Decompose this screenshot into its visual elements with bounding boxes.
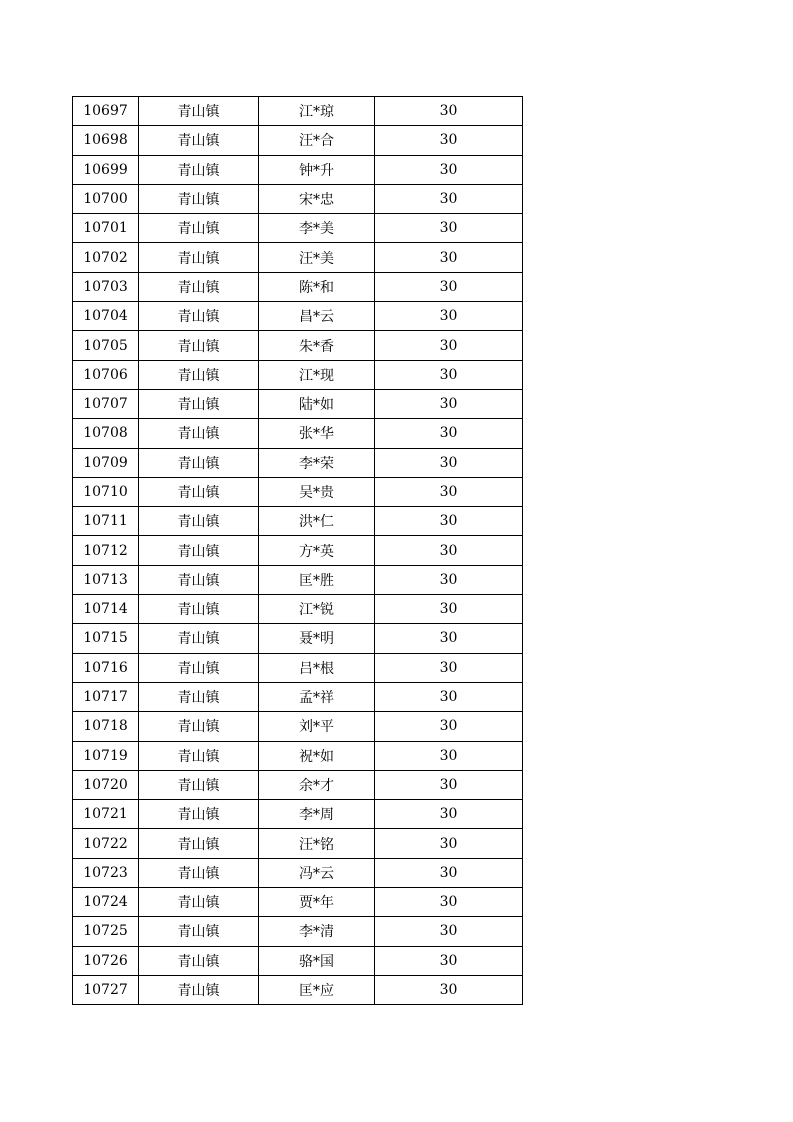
row-name-cell: 张*华: [259, 419, 375, 448]
table-row: [73, 800, 523, 829]
row-id-cell: 10721: [73, 800, 139, 829]
row-town-cell: 青山镇: [139, 331, 259, 360]
row-amount-cell: 30: [375, 975, 523, 1004]
row-id-cell: 10710: [73, 477, 139, 506]
table-row: [73, 419, 523, 448]
row-town-cell: 青山镇: [139, 155, 259, 184]
table-row: [73, 565, 523, 594]
row-name-cell: 江*琼: [259, 97, 375, 126]
row-id-cell: 10707: [73, 389, 139, 418]
row-amount-cell: 30: [375, 507, 523, 536]
row-amount-cell: 30: [375, 624, 523, 653]
row-id-cell: 10697: [73, 97, 139, 126]
table-row: [73, 184, 523, 213]
row-name-cell: 吴*贵: [259, 477, 375, 506]
row-id-cell: 10698: [73, 126, 139, 155]
row-name-cell: 李*荣: [259, 448, 375, 477]
row-town-cell: 青山镇: [139, 682, 259, 711]
table-row: [73, 712, 523, 741]
table-row: [73, 770, 523, 799]
row-town-cell: 青山镇: [139, 536, 259, 565]
row-amount-cell: 30: [375, 712, 523, 741]
table-row: [73, 155, 523, 184]
row-amount-cell: 30: [375, 302, 523, 331]
row-name-cell: 江*锐: [259, 595, 375, 624]
row-id-cell: 10715: [73, 624, 139, 653]
row-amount-cell: 30: [375, 331, 523, 360]
row-name-cell: 李*周: [259, 800, 375, 829]
row-amount-cell: 30: [375, 126, 523, 155]
row-town-cell: 青山镇: [139, 214, 259, 243]
row-amount-cell: 30: [375, 272, 523, 301]
row-town-cell: 青山镇: [139, 272, 259, 301]
row-town-cell: 青山镇: [139, 858, 259, 887]
row-name-cell: 陆*如: [259, 389, 375, 418]
row-id-cell: 10720: [73, 770, 139, 799]
table-row: [73, 917, 523, 946]
row-amount-cell: 30: [375, 888, 523, 917]
row-id-cell: 10717: [73, 682, 139, 711]
table-row: [73, 888, 523, 917]
row-town-cell: 青山镇: [139, 741, 259, 770]
table-row: [73, 829, 523, 858]
row-id-cell: 10703: [73, 272, 139, 301]
row-name-cell: 刘*平: [259, 712, 375, 741]
table-row: [73, 272, 523, 301]
row-amount-cell: 30: [375, 770, 523, 799]
row-name-cell: 汪*合: [259, 126, 375, 155]
row-id-cell: 10724: [73, 888, 139, 917]
row-id-cell: 10713: [73, 565, 139, 594]
table-row: [73, 214, 523, 243]
row-name-cell: 孟*祥: [259, 682, 375, 711]
row-town-cell: 青山镇: [139, 507, 259, 536]
row-id-cell: 10726: [73, 946, 139, 975]
row-town-cell: 青山镇: [139, 829, 259, 858]
row-id-cell: 10699: [73, 155, 139, 184]
row-id-cell: 10702: [73, 243, 139, 272]
row-id-cell: 10725: [73, 917, 139, 946]
row-amount-cell: 30: [375, 97, 523, 126]
row-name-cell: 匡*应: [259, 975, 375, 1004]
row-id-cell: 10723: [73, 858, 139, 887]
table-row: [73, 448, 523, 477]
row-id-cell: 10719: [73, 741, 139, 770]
row-id-cell: 10709: [73, 448, 139, 477]
row-name-cell: 汪*美: [259, 243, 375, 272]
row-amount-cell: 30: [375, 800, 523, 829]
row-name-cell: 余*才: [259, 770, 375, 799]
row-amount-cell: 30: [375, 946, 523, 975]
row-id-cell: 10727: [73, 975, 139, 1004]
table-row: [73, 302, 523, 331]
row-town-cell: 青山镇: [139, 595, 259, 624]
row-amount-cell: 30: [375, 214, 523, 243]
table-body: [73, 97, 523, 1005]
document-page: [72, 96, 523, 1005]
row-amount-cell: 30: [375, 595, 523, 624]
row-amount-cell: 30: [375, 829, 523, 858]
row-town-cell: 青山镇: [139, 888, 259, 917]
row-name-cell: 宋*忠: [259, 184, 375, 213]
row-town-cell: 青山镇: [139, 360, 259, 389]
row-name-cell: 朱*香: [259, 331, 375, 360]
row-amount-cell: 30: [375, 360, 523, 389]
row-amount-cell: 30: [375, 155, 523, 184]
row-amount-cell: 30: [375, 477, 523, 506]
table-row: [73, 97, 523, 126]
table-row: [73, 858, 523, 887]
row-id-cell: 10711: [73, 507, 139, 536]
row-name-cell: 李*美: [259, 214, 375, 243]
row-name-cell: 贾*年: [259, 888, 375, 917]
table-row: [73, 126, 523, 155]
row-name-cell: 方*英: [259, 536, 375, 565]
row-name-cell: 江*现: [259, 360, 375, 389]
row-name-cell: 匡*胜: [259, 565, 375, 594]
row-amount-cell: 30: [375, 653, 523, 682]
row-amount-cell: 30: [375, 565, 523, 594]
row-town-cell: 青山镇: [139, 624, 259, 653]
row-town-cell: 青山镇: [139, 565, 259, 594]
row-town-cell: 青山镇: [139, 770, 259, 799]
row-town-cell: 青山镇: [139, 946, 259, 975]
row-town-cell: 青山镇: [139, 917, 259, 946]
table-row: [73, 682, 523, 711]
table-row: [73, 975, 523, 1004]
row-amount-cell: 30: [375, 448, 523, 477]
row-amount-cell: 30: [375, 741, 523, 770]
subsidy-table: [72, 96, 523, 1005]
row-town-cell: 青山镇: [139, 712, 259, 741]
row-town-cell: 青山镇: [139, 975, 259, 1004]
row-id-cell: 10712: [73, 536, 139, 565]
row-id-cell: 10714: [73, 595, 139, 624]
table-row: [73, 741, 523, 770]
table-row: [73, 536, 523, 565]
row-amount-cell: 30: [375, 243, 523, 272]
row-name-cell: 汪*铭: [259, 829, 375, 858]
row-amount-cell: 30: [375, 536, 523, 565]
row-town-cell: 青山镇: [139, 448, 259, 477]
row-name-cell: 祝*如: [259, 741, 375, 770]
table-row: [73, 653, 523, 682]
row-name-cell: 冯*云: [259, 858, 375, 887]
row-town-cell: 青山镇: [139, 243, 259, 272]
row-id-cell: 10708: [73, 419, 139, 448]
table-row: [73, 624, 523, 653]
table-row: [73, 477, 523, 506]
row-amount-cell: 30: [375, 389, 523, 418]
row-town-cell: 青山镇: [139, 184, 259, 213]
table-row: [73, 507, 523, 536]
table-row: [73, 595, 523, 624]
row-town-cell: 青山镇: [139, 389, 259, 418]
row-town-cell: 青山镇: [139, 419, 259, 448]
row-amount-cell: 30: [375, 858, 523, 887]
row-id-cell: 10716: [73, 653, 139, 682]
row-name-cell: 钟*升: [259, 155, 375, 184]
row-amount-cell: 30: [375, 682, 523, 711]
row-name-cell: 洪*仁: [259, 507, 375, 536]
row-id-cell: 10700: [73, 184, 139, 213]
row-id-cell: 10718: [73, 712, 139, 741]
row-town-cell: 青山镇: [139, 800, 259, 829]
row-id-cell: 10705: [73, 331, 139, 360]
table-row: [73, 331, 523, 360]
row-name-cell: 昌*云: [259, 302, 375, 331]
row-name-cell: 骆*国: [259, 946, 375, 975]
row-name-cell: 聂*明: [259, 624, 375, 653]
row-amount-cell: 30: [375, 184, 523, 213]
row-town-cell: 青山镇: [139, 97, 259, 126]
row-id-cell: 10722: [73, 829, 139, 858]
row-town-cell: 青山镇: [139, 126, 259, 155]
row-name-cell: 陈*和: [259, 272, 375, 301]
row-town-cell: 青山镇: [139, 302, 259, 331]
table-row: [73, 360, 523, 389]
row-town-cell: 青山镇: [139, 477, 259, 506]
row-name-cell: 李*清: [259, 917, 375, 946]
row-id-cell: 10706: [73, 360, 139, 389]
row-name-cell: 吕*根: [259, 653, 375, 682]
row-amount-cell: 30: [375, 917, 523, 946]
table-row: [73, 389, 523, 418]
table-row: [73, 243, 523, 272]
row-town-cell: 青山镇: [139, 653, 259, 682]
row-amount-cell: 30: [375, 419, 523, 448]
row-id-cell: 10704: [73, 302, 139, 331]
table-row: [73, 946, 523, 975]
row-id-cell: 10701: [73, 214, 139, 243]
